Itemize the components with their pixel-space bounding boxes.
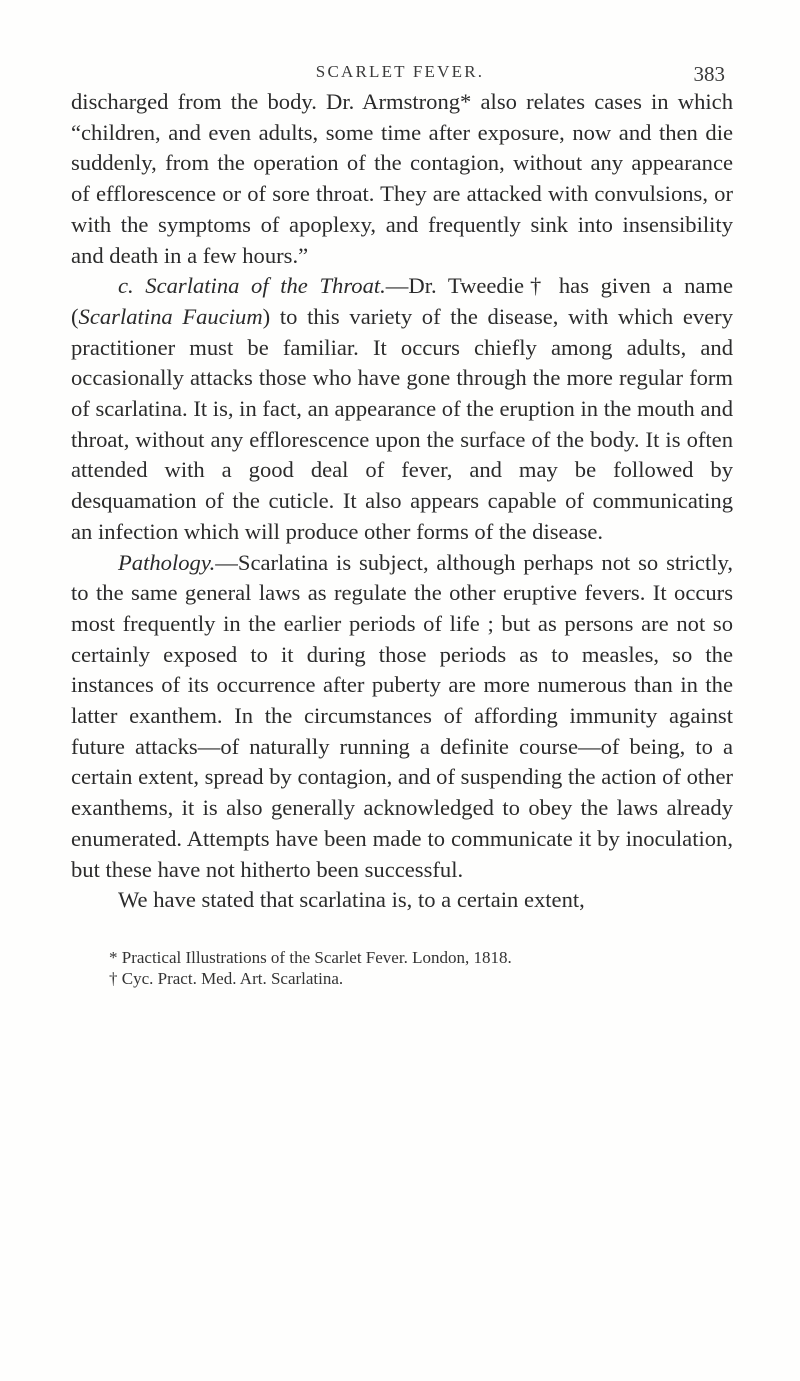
paragraph-text: —Scarlatina is subject, although perhaps not so strictly, to the same general laws as regulate the other eruptive fevers. It occurs most frequently in the earlier periods of life ; but as persons are not so certainly exposed to it during those periods as to measles, so the instances of its occurrence after puberty are more numerous than in the latter exanthem. In the circumstances of affording immunity against future attacks—of naturally running a definite course—of being, to a certain extent, spread by contagion, and of suspending the action of other exanthems, it is also generally acknowledged to obey the laws already enumerated. Attempts have been made to communicate it by inoculation, but these have not hitherto been successful. [71,549,733,882]
footnote-2: † Cyc. Pract. Med. Art. Scarlatina. [109,969,344,988]
paragraph-continuation: discharged from the body. Dr. Armstrong* also relates cases in which “children, and even adults, some time after exposure, now and then die suddenly, from the operation of the contagion, without any appearance of efflorescence or of sore throat. They are attacked with convulsions, or with the symptoms of apoplexy, and frequently sink into insensibility and death in a few hours.” [71,89,733,268]
running-title: SCARLET FEVER. [315,62,485,81]
paragraph-pathology [71,548,733,886]
latin-term: Scarlatina Faucium [78,303,263,329]
footnotes [71,947,733,989]
paragraph-closing: We have stated that scarlatina is, to a certain extent, [118,887,585,913]
body-text [71,87,733,916]
section-heading-pathology: Pathology. [118,549,216,575]
running-head [0,62,800,86]
paragraph-text: ) to this variety of the disease, with which every practitioner must be familiar. It occurs chiefly among adults, and occasionally attacks those who have gone through the more regular form of scarlatina. It is, in fact, an appearance of the eruption in the mouth and throat, without any efflorescence upon the surface of the body. It is often attended with a good deal of fever, and may be followed by desquamation of the cuticle. It also appears capable of communicating an infection which will produce other forms of the disease. [71,303,733,544]
paragraph-scarlatina-throat [71,271,733,547]
paragraph-text: —Dr. Tweedie† has given a name ( [71,273,734,329]
footnote-1: * Practical Illustrations of the Scarlet Fever. London, 1818. [109,948,512,967]
section-heading-scarlatina-throat: c. Scarlatina of the Throat. [118,273,386,299]
page-number: 383 [693,62,725,86]
